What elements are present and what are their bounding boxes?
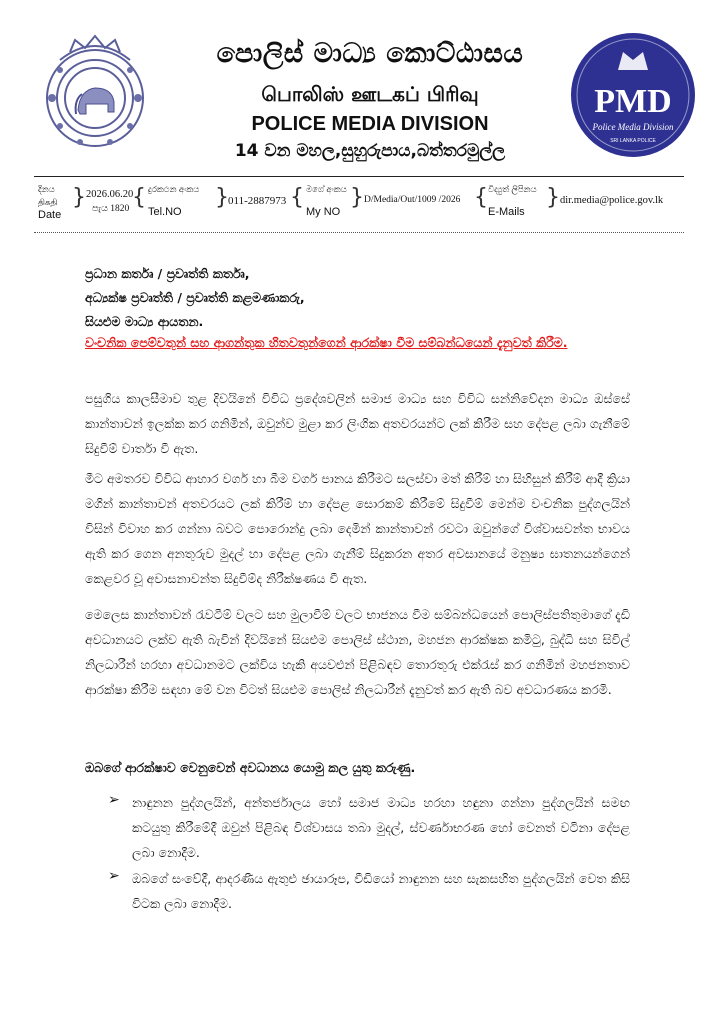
date-value: 2026.06.20 පැය 1820 [86,189,134,214]
addressee-line: අධ්‍යක්ෂ ප්‍රවෘත්ති / ප්‍රවෘත්ති කළමණාකරු, [85,290,305,305]
bracket: } [546,185,560,210]
pmd-logo-icon [568,30,698,160]
date-label: දිනය திகதி Date [38,184,62,221]
bracket: } [215,185,229,210]
myno-label: මගේ අංකය My NO [306,184,347,218]
body-paragraph-3: මෙලෙස කාන්තාවන් රැවටීම් වලට සහ මුලාවීම් වලට භාජනය වීම සම්බන්ධයෙන් පොලිස්පතිතුමාගේ දැඩි අවධානයට ලක්ව ඇති බැවින් දිවයිනේ සියළුම පොලිස් ස්ථාන, මහජන ආරක්ෂක කමිටු, බුද්ධි සහ සිවිල් නිලධාරීන් හරහා අවධානමට ලක්විය හැකි අයවළුන් පිළිබඳව තොරතුරු එක්රැස් කර ගනිමින් මහජනතාව ආරක්ෂා කිරීම සඳහා මේ වන විටත් සියළුම පොලිස් නිලධාරීන් දැනුවත් කර ඇති බව අවධාරණය කරමි. [85,607,630,697]
bracket: { [474,185,488,210]
title-english: POLICE MEDIA DIVISION [251,113,489,135]
pmd-logo-subtext: Police Media Division [592,122,674,132]
bracket: { [290,185,304,210]
pmd-logo-bottom: SRI LANKA POLICE [610,138,656,144]
addressee-line: ප්‍රධාන කර්තෘ / ප්‍රවෘත්ති කර්තෘ, [85,266,250,281]
subject-heading: වංචනික පෙම්වතුන් සහ ආගන්තුක හිතවතුන්ගෙන් ආරක්ෂා වීම සම්බන්ධයෙන් දැනුවත් කිරීම. [85,335,568,350]
police-crest-icon [30,30,160,155]
title-tamil: பொலிஸ் ஊடகப் பிரிவு [261,82,479,106]
myno-value: D/Media/Out/1009 /2026 [364,195,461,205]
divider-bottom [34,232,684,233]
email-value: dir.media@police.gov.lk [560,195,664,206]
bracket: } [350,185,364,210]
bracket: { [132,185,146,210]
office-address: 14 වන මහල,සුහුරුපාය,බත්තරමුල්ල [234,141,506,161]
tel-label: දුරකථන අංකය Tel.NO [148,184,200,218]
bullet-item-2: ඔබගේ සංවේදී, ආදරණීය ඇතුළු ඡායාරූප, වීඩියෝ නාඳුනන සහ සැකසහිත පුද්ගලයින් වෙත කිසි විටක ලබා නොදීම. [132,871,630,911]
email-label: විද්‍යුත් ලිපිනය E-Mails [488,184,537,218]
safety-points-heading: ඔබගේ ආරක්ෂාව වෙනුවෙන් අවධානය යොමු කල යුතු කරුණු. [85,760,416,775]
pmd-logo-text: PMD [594,83,672,120]
arrow-bullet-icon: ➢ [108,792,120,808]
tel-value: 011-2887973 [228,195,287,207]
bullet-item-1: නාඳුනන පුද්ගලයින්, අන්තර්ජාලය හෝ සමාජ මාධ්‍ය හරහා හඳුනා ගන්නා පුද්ගලයින් සමඟ කටයුතු කිරීමේදී ඔවුන් පිළිබඳ විශ්වාසය තබා මුදල්, ස්වර්ණාභරණ හෝ වෙනත් වටිනා දේපළ ලබා නොදීම. [132,795,630,860]
addressee-line: සියළුම මාධ්‍ය ආයතන. [85,314,204,329]
arrow-bullet-icon: ➢ [108,868,120,884]
title-sinhala: පොලිස් මාධ්‍ය කොට්ඨාසය [216,38,524,69]
body-paragraph-2: මීට අමතරව විවිධ ආහාර වර්ග හා බීම වර්ග පානය කිරීමට සලස්වා මත් කිරීම් හා සිහිසුන් කිරීම් ආදී ක්‍රියා මගින් කාන්තාවන් අතවරයට ලක් කිරීම් හා දේපළ සොරකම් කිරීමේ සිදුවීම් මෙන්ම වංචනික පුද්ගලයින් විසින් විවාහ කර ගන්නා බවට පොරොන්දු ලබා දෙමින් කාන්තාවන් රවටා ඔවුන්ගේ විශ්වාසවන්ත භාවය ඇති කර ගෙන අනතුරුව මුදල් හා දේපළ ලබා ගැනීම් සිදුකරන අතර අවසානයේ මනුෂ්‍ය ඝාතනයන්ගෙන් කෙළවර වූ අවාසනාවන්ත සිදුවීම්ද නිරීක්ෂණය වී ඇත. [85,471,630,586]
body-paragraph-1: පසුගිය කාලසීමාව තුළ දිවයිනේ විවිධ ප්‍රදේශවලින් සමාජ මාධ්‍ය සහ විවිධ සන්නිවේදන මාධ්‍ය ඔස්සේ කාන්තාවන් ඉලක්ක කර ගනිමින්, ඔවුන්ව මුළා කර ලිංගික අතවරයන්ට ලක් කිරීම සහ දේපළ ලබා ගැනීමේ සිදුවීම් වාර්තා වී ඇත. [85,391,630,456]
divider-top [34,176,684,177]
addressee-block [85,262,305,334]
bracket: } [72,185,86,210]
